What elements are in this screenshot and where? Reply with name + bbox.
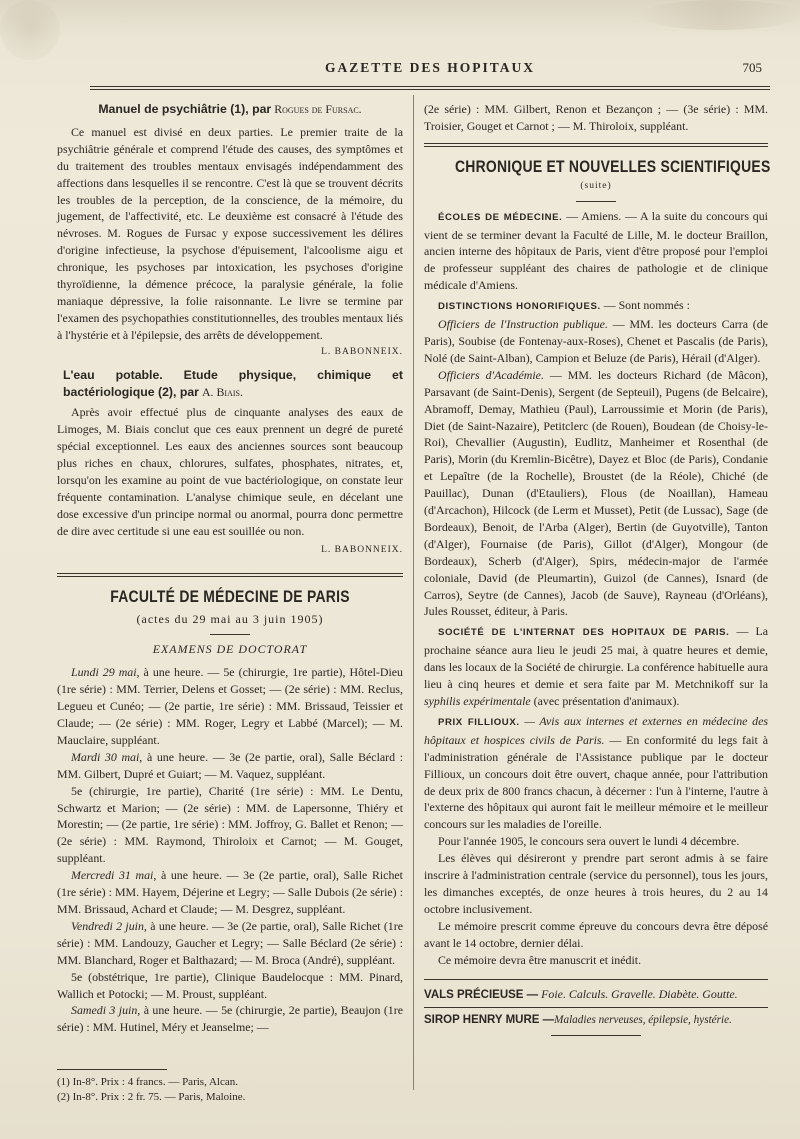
mardi-date: Mardi 30 mai, <box>71 749 143 764</box>
footnote-2: (2) In-8°. Prix : 2 fr. 75. — Paris, Maloine. <box>57 1090 246 1103</box>
mardi-text-2: 5e (chirurgie, 1re partie), Charité (1re série) : MM. Le Dentu, Schwartz et Marion; — (2e série) : MM. de Lapersonne, Thiéry et Morestin; — (2e partie, 1re série) : MM. Joffroy, G. Ballet et Renon; — (2e série) : MM. Raymond, Thiroloix et Carnot; — M. Gouget, suppléant. <box>57 783 403 866</box>
ad-sirop-name: SIROP HENRY MURE — <box>424 1014 555 1027</box>
societe-text: — La prochaine séance aura lieu le jeudi 25 mai, à quatre heures et demie, dans les locaux de la Société de chirurgie. La conférence habituelle aura lieu à cinq heures et demie et sera faite par M. Metchnikoff sur la <box>424 624 768 692</box>
mercredi-text: à une heure. — 3e (2e partie, oral), Salle Richet (1re série) : MM. Hayem, Déjerine et Legry; — Salle Dubois (2e série) : MM. Brissaud, Achard et Claude; — M. Desgrez, suppléant. <box>57 868 403 916</box>
paper-stain <box>0 0 60 60</box>
pour-text: Pour l'année 1905, le concours sera ouvert le lundi 4 décembre. <box>438 834 740 849</box>
prix-italic: — Avis aux internes et externes en médecine des hôpitaux et hospices civils de Paris. <box>424 713 768 747</box>
vendredi-date: Vendredi 2 juin, <box>71 918 147 933</box>
ecoles-lead: ÉCOLES DE MÉDECINE. <box>438 211 563 223</box>
examens-heading: EXAMENS DE DOCTORAT <box>152 642 308 657</box>
officiers-instruction-text: — MM. les docteurs Carra (de Paris), Soubise (de Fontenay-aux-Roses), Chenet et Pascalis (de Paris), Nolé (de Saint-Alban), Campion et Beluze (de Paris), Hérail (d'Alger). <box>424 317 768 365</box>
ad-sirop <box>424 1012 768 1029</box>
distinctions-lead: DISTINCTIONS HONORIFIQUES. <box>438 301 601 313</box>
mardi-text: à une heure. — 3e (2e partie, oral), Salle Béclard : MM. Gilbert, Dupré et Guiart; — M. Vaquez, suppléant. <box>57 749 404 781</box>
samedi-date: Samedi 3 juin, <box>71 1003 141 1018</box>
prix-lead: PRIX FILLIOUX. <box>438 716 520 728</box>
column-divider <box>413 95 414 1090</box>
ad-vals <box>424 986 768 1004</box>
faculte-subtitle: (actes du 29 mai au 3 juin 1905) <box>136 612 324 627</box>
lundi-text: à une heure. — 5e (chirurgie, 1re partie), Hôtel-Dieu (1re série) : MM. Terrier, Delens et Gosset; — (2e série) : MM. Reclus, Legueu et Cunéo; — (2e partie, 1re série) : MM. Brissaud, Teissier et Claude; — (2e série) : MM. Roger, Legry et Labbé (Marcel); — M. Mauclaire, suppléant. <box>57 665 403 747</box>
ce-text: Ce mémoire devra être manuscrit et inédit. <box>438 952 642 967</box>
vendredi-text-2: 5e (obstétrique, 1re partie), Clinique Baudelocque : MM. Pinard, Wallich et Potocki; — M. Proust, suppléant. <box>57 969 403 1001</box>
officiers-instruction: Officiers de l'Instruction publique. <box>438 317 608 332</box>
mercredi-date: Mercredi 31 mai, <box>71 868 157 883</box>
footnote-rule <box>57 1069 167 1070</box>
section-rule <box>57 573 403 574</box>
section-rule <box>424 143 768 144</box>
eau-body: Après avoir effectué plus de cinquante analyses des eaux de Limoges, M. Biais conclut que ces eaux prennent un degré de pureté spécial exceptionnel. Les eaux des anciennes sources sont beaucoup plus riches en chaux, chlorures, sulfates, phosphates, nitrates, et, lorsqu'on les examine au point de vue bactériologique, on constate leur fréquente contamination. L'analyse chimique seule, en décelant une dose excessive d'un principe normal ou anormal, pourra donc permettre de dire avec certitude si une eau est souillée ou non. <box>57 405 403 538</box>
societe-lead: SOCIÉTÉ DE L'INTERNAT DES HOPITAUX DE PARIS. <box>438 627 730 639</box>
eau-author: A. Biais. <box>201 384 243 399</box>
journal-title: GAZETTE DES HOPITAUX <box>324 60 536 75</box>
short-rule <box>576 201 616 202</box>
page-number: 705 <box>742 60 762 75</box>
continuation-text: (2e série) : MM. Gilbert, Renon et Bezançon ; — (3e série) : MM. Troisier, Gouget et Carnot ; — M. Thiroloix, suppléant. <box>424 102 768 133</box>
societe-italic: syphilis expérimentale <box>424 694 531 708</box>
manuel-signature: L. BABONNEIX. <box>321 346 403 357</box>
memoire-text: Le mémoire prescrit comme épreuve du concours devra être déposé avant le 14 octobre, dernier délai. <box>424 918 768 950</box>
chronique-subtitle: (suite) <box>580 180 612 191</box>
header-rule <box>90 89 770 90</box>
manuel-body: Ce manuel est divisé en deux parties. Le premier traite de la psychiâtrie générale et comprend l'étude des causes, des symptômes et du traitement des troubles mentaux envisagés indépendamment des affections dans lesquelles il se rencontre. C'est là que se trouvent décrits les troubles de la perception, de la conscience, de la mémoire, du jugement, de l'affectivité, etc. Le deuxième est consacré à l'étude des névroses. M. Rogues de Fursac y expose successivement les délires d'origine infectieuse, la psychose d'épuisement, l'alcoolisme aigu et chronique, les psychoses par intoxication, les psychoses d'origine thyroïdienne, la démence précoce, la paralysie générale, la folie maniaque dépressive, la folie raisonnante. Le livre se termine par l'examen des psychopathies constitutionnelles, des troubles mentaux liés à l'hystérie et à l'épilepsie, des arrêts de développement. <box>57 124 403 342</box>
section-rule <box>424 1007 768 1008</box>
officiers-academie: Officiers d'Académie. <box>438 367 544 382</box>
eleves-text: Les élèves qui désireront y prendre part seront admis à se faire inscrire à l'administration centrale (service du personnel), tous les jours, les dimanches exceptés, de onze heures à trois heures, du 2 au 14 octobre inclusivement. <box>424 851 768 916</box>
left-column <box>57 101 403 1036</box>
eau-signature: L. BABONNEIX. <box>321 544 403 555</box>
paper-stain <box>640 0 800 30</box>
eau-title: L'eau potable. Etude physique, chimique et bactériologique (2), par <box>63 367 403 399</box>
ad-sirop-text: Maladies nerveuses, épilepsie, hystérie. <box>554 1014 732 1027</box>
faculte-title: FACULTÉ DE MÉDECINE DE PARIS <box>110 586 350 606</box>
manuel-title: Manuel de psychiâtrie (1), par <box>98 102 272 116</box>
section-rule <box>424 146 768 147</box>
vendredi-text: à une heure. — 3e (2e partie, oral), Salle Richet (1re série) : MM. Landouzy, Gaucher et Legry; — Salle Béclard (2e série) : MM. Blanchard, Roger et Balthazard; — M. Broca (André), suppléant. <box>57 918 403 967</box>
closing-rule <box>551 1035 641 1036</box>
right-column <box>424 101 771 1036</box>
manuel-author: Rogues de Fursac. <box>274 102 362 116</box>
samedi-text: à une heure. — 5e (chirurgie, 2e partie), Beaujon (1re série) : MM. Hutinel, Méry et Jeanselme; — <box>57 1003 403 1035</box>
lundi-date: Lundi 29 mai, <box>71 665 140 680</box>
prix-text: — En conformité du legs fait à l'administration générale de l'Assistance publique par le docteur Fillioux, un concours doit être ouvert, chaque année, pour l'attribution de deux prix de 800 francs chacun, à décerner : l'un à l'interne, l'autre à l'externe des hôpitaux qui auront fait le meilleur mémoire et le meilleur concours sur les maladies de l'oreille. <box>424 732 768 832</box>
eau-heading <box>57 367 403 401</box>
header-rule <box>90 86 770 87</box>
section-rule <box>424 979 768 980</box>
ad-vals-text: Foie. Calculs. Gravelle. Diabète. Goutte. <box>541 986 738 1001</box>
footnotes <box>57 1075 403 1104</box>
page-header <box>90 60 770 80</box>
section-rule <box>57 576 403 577</box>
chronique-title: CHRONIQUE ET NOUVELLES SCIENTIFIQUES <box>454 156 771 176</box>
footnote-1: (1) In-8°. Prix : 4 francs. — Paris, Alcan. <box>57 1076 238 1088</box>
short-rule <box>210 634 250 635</box>
distinctions-text: — Sont nommés : <box>603 298 690 313</box>
ad-vals-name: VALS PRÉCIEUSE — <box>424 988 539 1001</box>
ecoles-text: — Amiens. — A la suite du concours qui vient de se terminer devant la Faculté de Lille, M. le docteur Braillon, ancien interne des hôpitaux de Paris, vient d'être proposé pour l'emploi de professeur suppléant des chaires de pathologie et de clinique médicale d'Amiens. <box>424 208 768 293</box>
manuel-heading <box>57 101 403 118</box>
officiers-academie-text: — MM. les docteurs Richard (de Mâcon), Parsavant (de Saint-Denis), Sergent (de Septeuil), Pugens (de Belcaire), Abramoff, Demay, Mathieu (Paul), Larroussimie et Morin (de Paris), Diet (de Saint-Nazaire), Petitclerc (de Rouen), Boudean (de Choisy-le-Roi), Chevallier (Augustin), Eudlitz, Manheimer et Rosenthal (de Paris), Morin (du Kremlin-Bicêtre), Dayez et Bloc (de Paris), Condanie et Lepaître (de la Rochelle), Broustet (de la Réole), Chiché (de Pauillac), Dunan (d'Etauliers), Flous (de Noaillan), Hameau (d'Arcachon), Hilcock (de Lerm et Musset), Petit (de Lussac), Sage (de Bordeaux), Benoit, de l'Arba (Alger), Bertin (de Guyotville), Tanton (d'Alger), Fournaise (de Paris), Gillot (d'Alger), Mongour (de Bordeaux), Scherb (d'Alger), Spirs, médecin-major de l'armée coloniale, David (de Pleumartin), Guizol (de Cannes), Isnard (de Carros), Seytre (de Cannes), Jacob (de Sauve), Rayneau (d'Orléans), Jules Rousset, éditeur, à Paris. <box>424 367 768 619</box>
societe-tail: (avec présentation d'animaux). <box>533 694 680 708</box>
